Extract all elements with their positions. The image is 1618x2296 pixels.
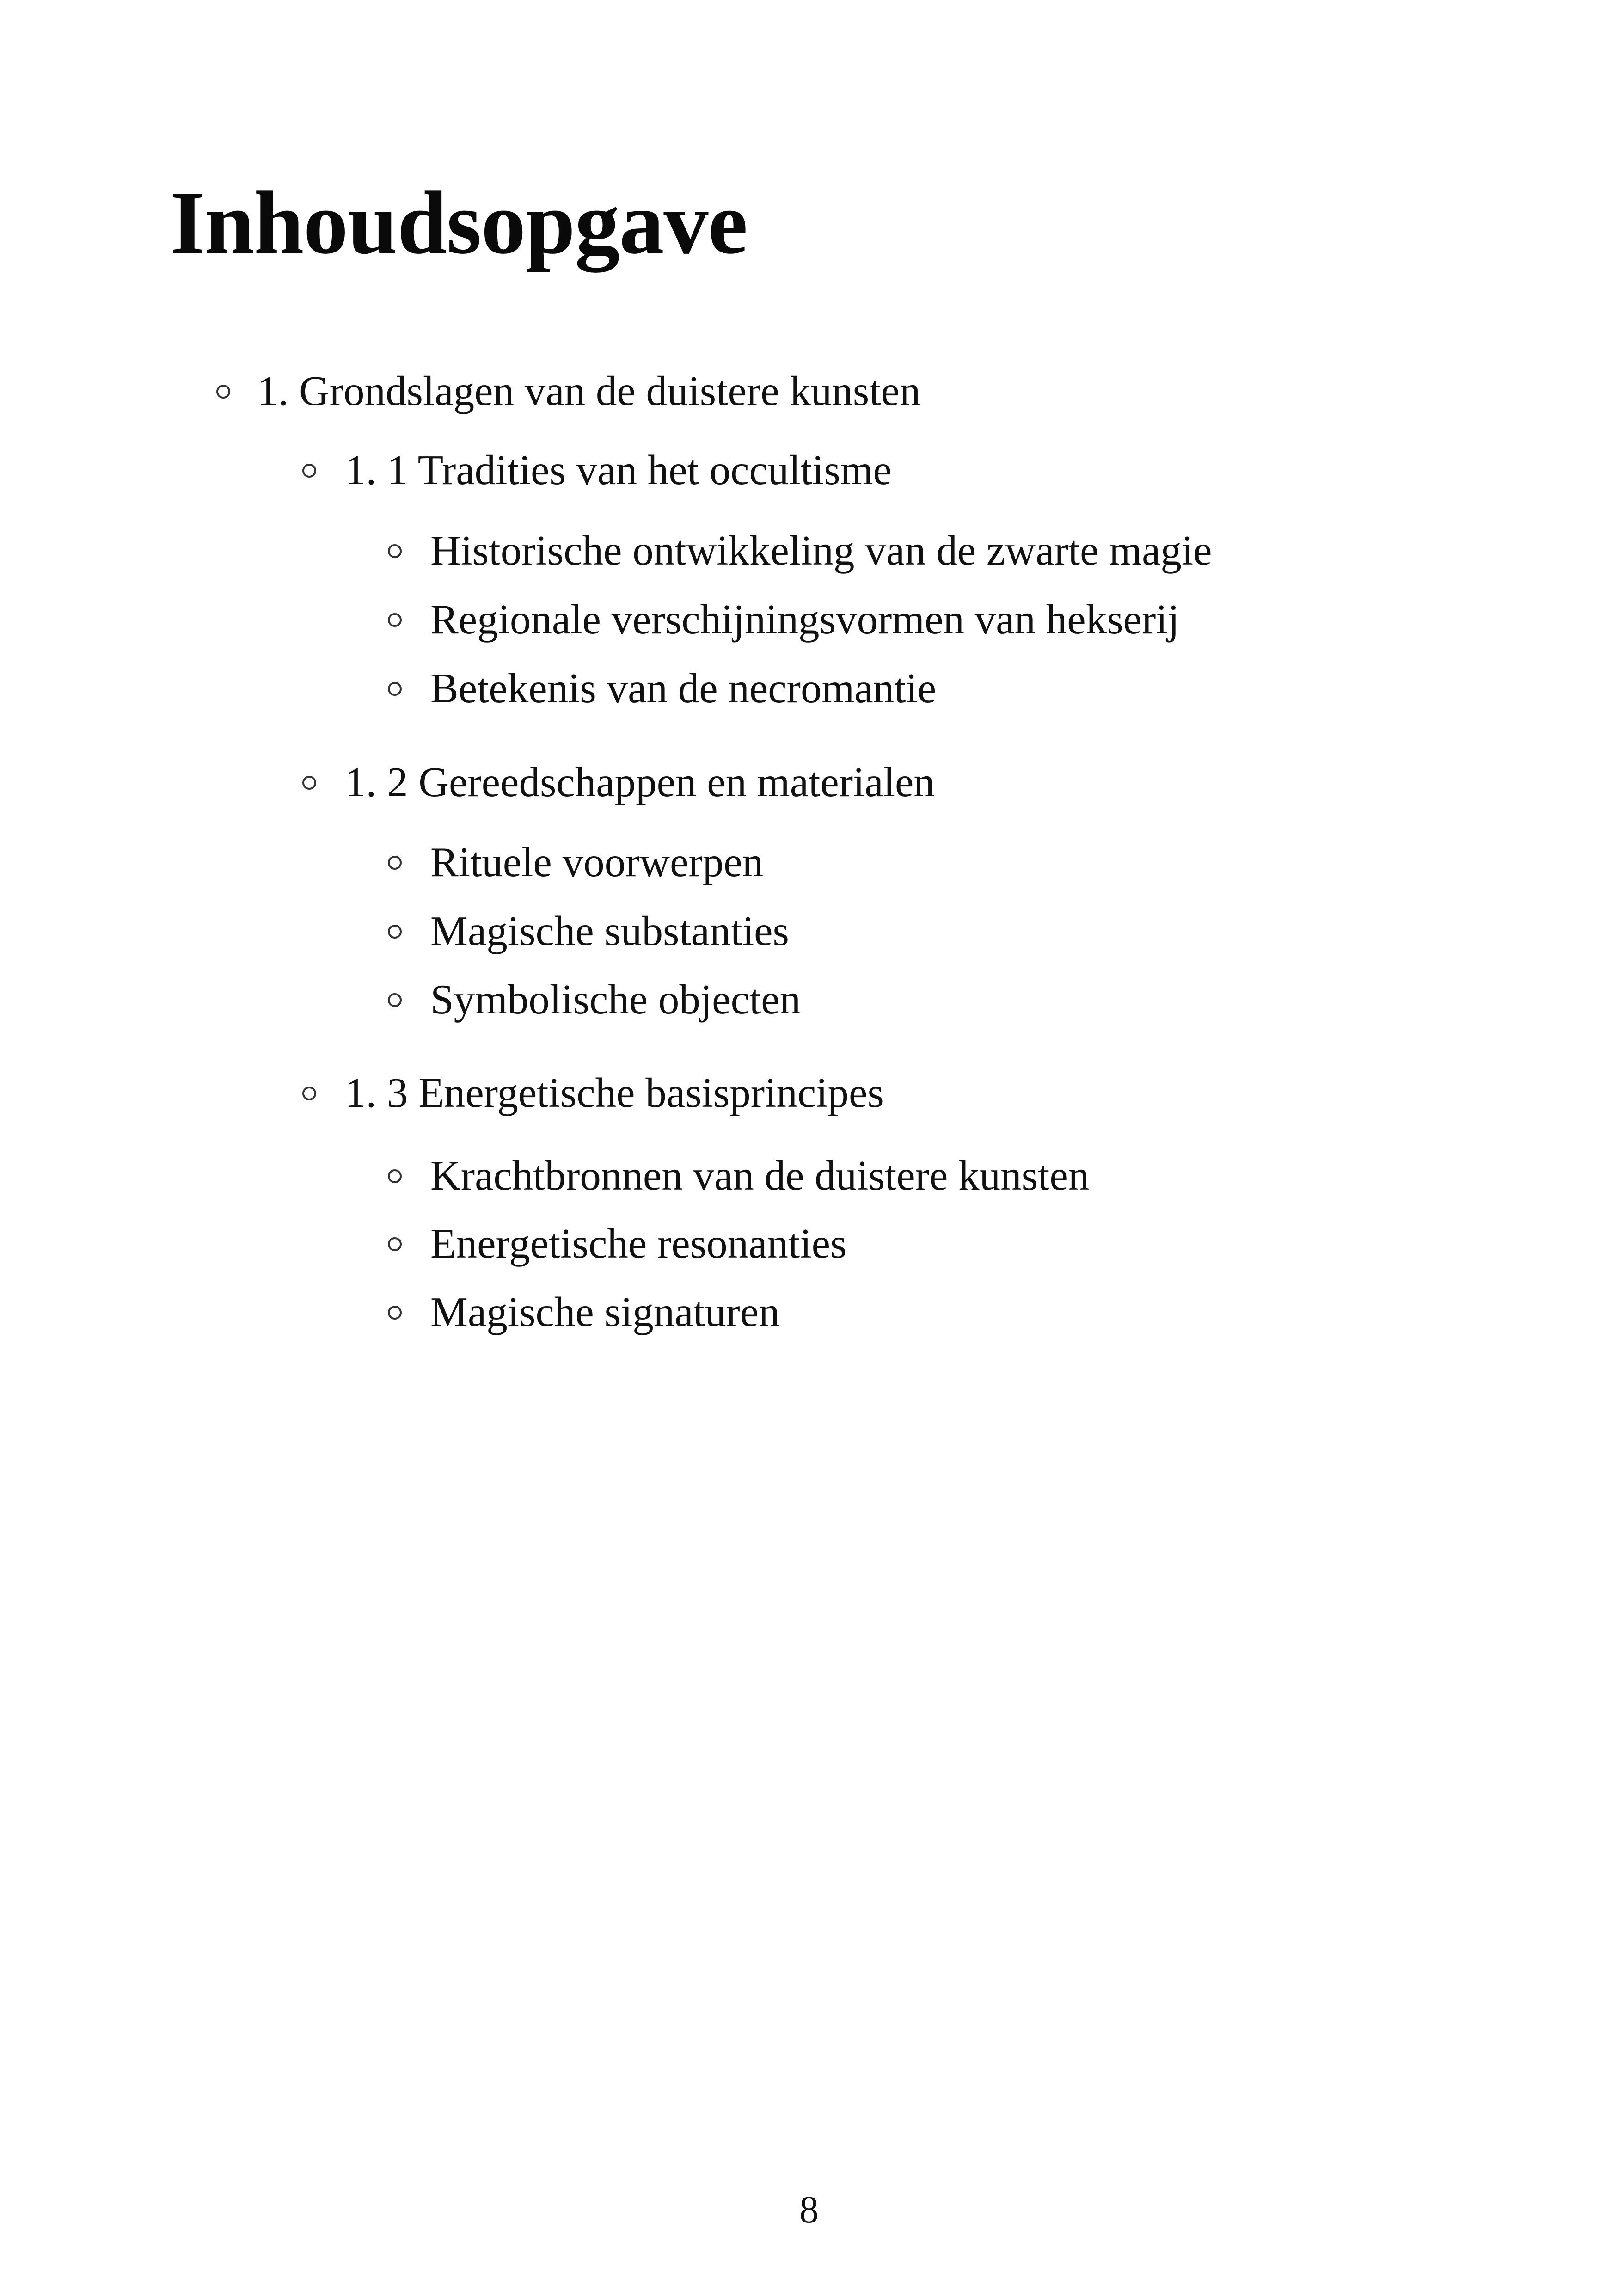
toc-item[interactable] [388, 976, 801, 1023]
circle-bullet-icon [388, 613, 402, 627]
toc-section-1-2[interactable] [302, 761, 935, 803]
toc-item[interactable] [388, 1291, 780, 1333]
toc-entry-label: Energetische resonanties [430, 1220, 847, 1267]
circle-bullet-icon [216, 385, 230, 399]
toc-section-1-1[interactable] [302, 449, 892, 491]
circle-bullet-icon [388, 1306, 402, 1320]
circle-bullet-icon [388, 925, 402, 939]
page-number: 8 [799, 2188, 819, 2231]
circle-bullet-icon [388, 993, 402, 1007]
toc-entry-label: Symbolische objecten [430, 976, 801, 1023]
toc-entry-label: Regionale verschijningsvormen van hekserij [430, 596, 1179, 643]
toc-entry-label: Magische signaturen [430, 1289, 780, 1335]
toc-entry-label: 1. 2 Gereedschappen en materialen [345, 759, 935, 805]
toc-item[interactable] [388, 841, 763, 883]
circle-bullet-icon [388, 1169, 402, 1183]
toc-entry-label: 1. Grondslagen van de duistere kunsten [257, 368, 921, 414]
toc-item[interactable] [388, 665, 937, 712]
circle-bullet-icon [302, 464, 316, 478]
circle-bullet-icon [302, 776, 316, 790]
circle-bullet-icon [388, 544, 402, 558]
toc-entry-label: Betekenis van de necromantie [430, 665, 937, 712]
toc-item[interactable] [388, 1154, 1089, 1197]
toc-item[interactable] [388, 1222, 846, 1265]
toc-item[interactable] [388, 527, 1212, 574]
circle-bullet-icon [302, 1087, 316, 1100]
toc-section-1-3[interactable] [302, 1069, 884, 1116]
toc-entry-label: Rituele voorwerpen [430, 839, 764, 885]
circle-bullet-icon [388, 1237, 402, 1251]
circle-bullet-icon [388, 682, 402, 696]
toc-entry-label: Magische substanties [430, 908, 789, 954]
toc-entry-label: 1. 1 Tradities van het occultisme [345, 447, 892, 493]
circle-bullet-icon [388, 856, 402, 870]
toc-entry-label: Krachtbronnen van de duistere kunsten [430, 1152, 1090, 1199]
toc-item[interactable] [388, 596, 1179, 643]
page-title: Inhoudsopgave [170, 173, 748, 272]
toc-entry-label: 1. 3 Energetische basisprincipes [345, 1069, 884, 1116]
toc-entry-label: Historische ontwikkeling van de zwarte magie [430, 527, 1212, 574]
toc-item[interactable] [388, 910, 789, 952]
toc-chapter-1[interactable] [216, 370, 920, 412]
